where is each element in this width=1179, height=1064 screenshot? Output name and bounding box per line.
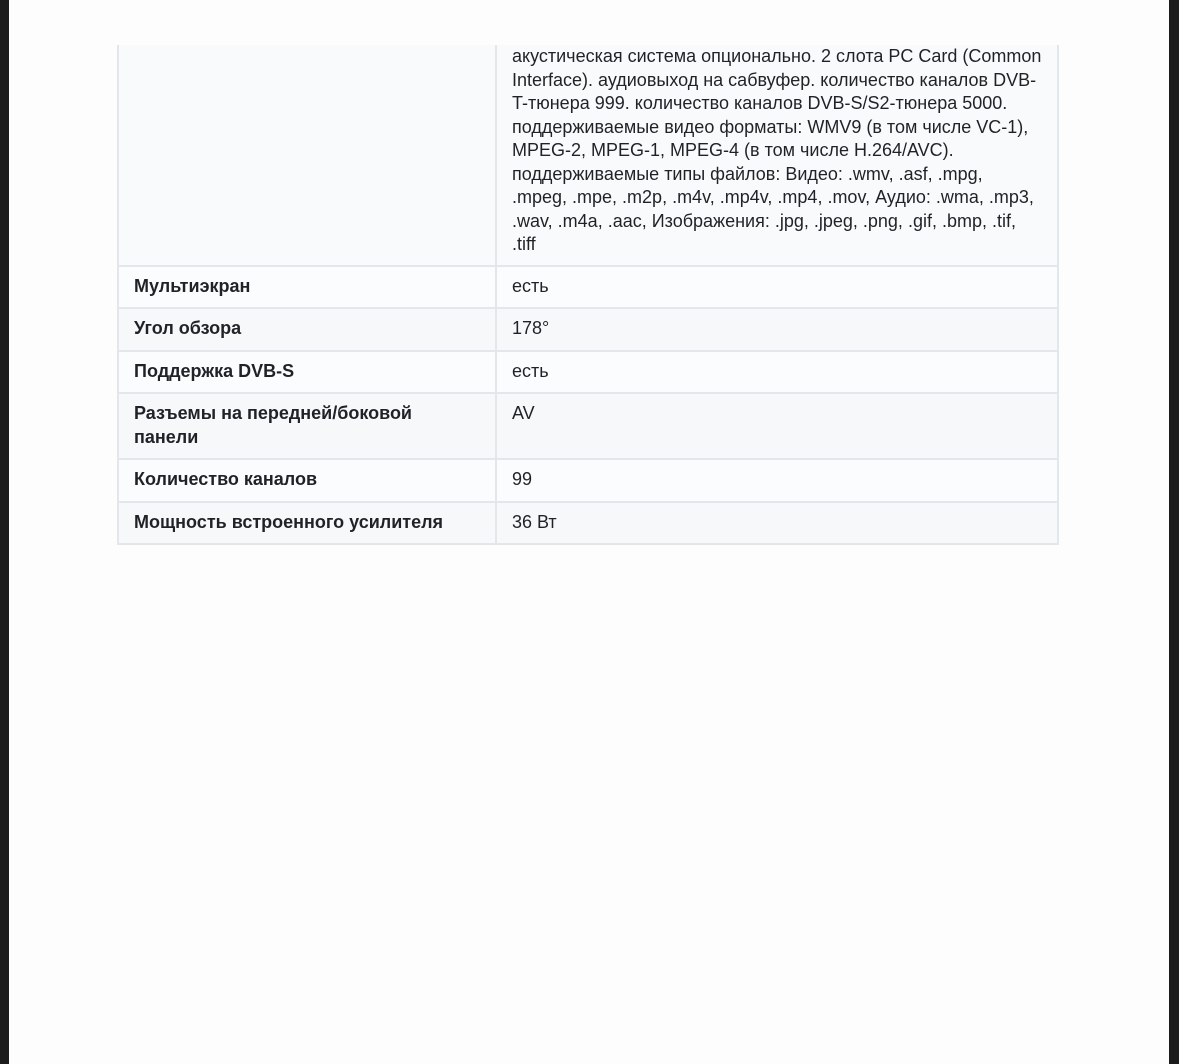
spec-row-additional-info — [118, 45, 1058, 266]
spec-name: Мультиэкран — [118, 266, 496, 309]
spec-value: 99 — [496, 459, 1058, 502]
spec-value: 178° — [496, 308, 1058, 351]
spec-value: 36 Вт — [496, 502, 1058, 545]
spec-name: Поддержка DVB-S — [118, 351, 496, 394]
spec-name: Разъемы на передней/боковой панели — [118, 393, 496, 459]
window-frame-left — [0, 0, 9, 1064]
spec-name: Угол обзора — [118, 308, 496, 351]
specifications-table — [117, 45, 1059, 545]
spec-row-multiscreen — [118, 266, 1058, 309]
spec-row-front-side-connectors — [118, 393, 1058, 459]
window-frame-right — [1169, 0, 1179, 1064]
spec-value: AV — [496, 393, 1058, 459]
spec-row-channel-count — [118, 459, 1058, 502]
spec-value: акустическая система опционально. 2 слота PC Card (Common Interface). аудиовыход на сабвуфер. количество каналов DVB-T-тюнера 999. количество каналов DVB-S/S2-тюнера 5000. поддерживаемые видео форматы: WMV9 (в том числе VC-1), MPEG-2, MPEG-1, MPEG-4 (в том числе H.264/AVC). поддерживаемые типы файлов: Видео: .wmv, .asf, .mpg, .mpeg, .mpe, .m2p, .m4v, .mp4v, .mp4, .mov, Аудио: .wma, .mp3, .wav, .m4a, .aac, Изображения: .jpg, .jpeg, .png, .gif, .bmp, .tif, .tiff — [496, 45, 1058, 266]
spec-name — [118, 45, 496, 266]
spec-value: есть — [496, 351, 1058, 394]
spec-row-viewing-angle — [118, 308, 1058, 351]
page-content[interactable] — [9, 0, 1169, 1064]
spec-name: Количество каналов — [118, 459, 496, 502]
spec-name: Мощность встроенного усилителя — [118, 502, 496, 545]
spec-value: есть — [496, 266, 1058, 309]
spec-row-amplifier-power — [118, 502, 1058, 545]
spec-row-dvb-s-support — [118, 351, 1058, 394]
